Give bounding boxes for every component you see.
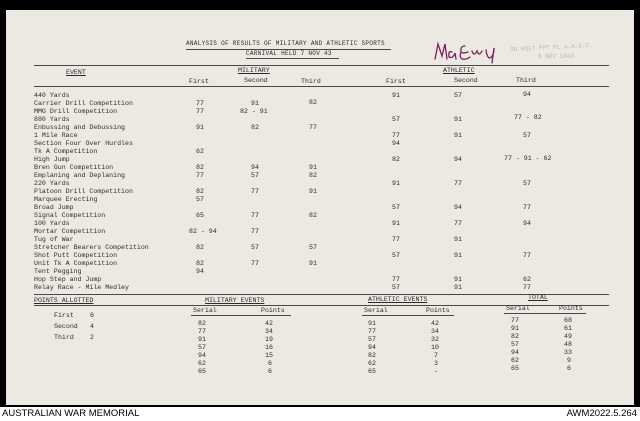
total-serial: 94 [511, 349, 519, 356]
military-first-value: 57 [196, 196, 204, 203]
header-top-rule [34, 65, 609, 66]
allotted-value: 2 [90, 334, 94, 341]
athletic-second-value: 91 [454, 116, 462, 123]
total-title: TOTAL [528, 294, 548, 301]
athletic-third-value: 77 - 91 - 62 [504, 155, 552, 162]
total-points: 49 [564, 333, 572, 340]
event-name: Signal Competition [34, 212, 106, 219]
athletic-points: 3 [434, 360, 438, 367]
event-name: Mortar Competition [34, 228, 106, 235]
event-name: 1 Mile Race [34, 132, 78, 139]
total-points-header: Points [559, 305, 583, 312]
document-title: ANALYSIS OF RESULTS OF MILITARY AND ATHLETIC SPORTS [186, 40, 385, 47]
military-second-value: 77 [251, 212, 259, 219]
military-serial: 77 [198, 328, 206, 335]
event-column-header: EVENT [66, 69, 86, 76]
military-first-header: First [189, 78, 209, 85]
military-points: 34 [265, 328, 273, 335]
athletic-first-header: First [386, 78, 406, 85]
athletic-first-value: 57 [392, 284, 400, 291]
military-second-value: 82 - 91 [240, 108, 268, 115]
military-first-value: 82 - 94 [189, 228, 217, 235]
athletic-points: 10 [431, 344, 439, 351]
event-name: Hop Step and Jump [34, 276, 102, 283]
military-third-value: 82 [309, 212, 317, 219]
event-name: Unit Tk A Competition [34, 260, 118, 267]
athletic-second-value: 57 [454, 92, 462, 99]
document-subtitle: CARNIVAL HELD 7 NOV 43 [246, 50, 332, 57]
event-name: Stretcher Bearers Competition [34, 244, 149, 251]
event-name: Marquee Erecting [34, 196, 98, 203]
military-serial: 82 [198, 320, 206, 327]
total-serial: 77 [511, 317, 519, 324]
event-name: High Jump [34, 156, 70, 163]
total-serial: 62 [511, 357, 519, 364]
military-points: 19 [265, 336, 273, 343]
military-points: 6 [268, 360, 272, 367]
total-serial: 57 [511, 341, 519, 348]
athletic-second-value: 91 [454, 236, 462, 243]
event-name: Tent Pegging [34, 268, 82, 275]
military-serial: 65 [198, 368, 206, 375]
athletic-third-value: 62 [523, 276, 531, 283]
athletic-first-value: 77 [392, 132, 400, 139]
military-first-value: 82 [196, 188, 204, 195]
total-points: 48 [564, 341, 572, 348]
athletic-serial: 82 [368, 352, 376, 359]
athletic-third-value: 57 [523, 132, 531, 139]
athletic-third-value: 77 - 82 [514, 114, 542, 121]
event-name: Carrier Drill Competition [34, 100, 133, 107]
event-name: 440 Yards [34, 92, 70, 99]
athletic-events-title: ATHLETIC EVENTS [368, 296, 428, 303]
athletic-column-header: ATHLETIC [443, 67, 475, 74]
military-points: 15 [265, 352, 273, 359]
document-page [6, 10, 634, 405]
total-points: 68 [564, 317, 572, 324]
athletic-third-value: 77 [523, 252, 531, 259]
athletic-second-value: 94 [454, 156, 462, 163]
military-third-value: 77 [309, 124, 317, 131]
athletic-third-value: 77 [523, 204, 531, 211]
athletic-serial-header: Serial [364, 307, 388, 314]
military-first-value: 94 [196, 268, 204, 275]
military-first-value: 77 [196, 172, 204, 179]
military-points: 16 [265, 344, 273, 351]
total-serial: 65 [511, 365, 519, 372]
military-first-value: 65 [196, 212, 204, 219]
military-second-value: 77 [251, 188, 259, 195]
athletic-serial: 57 [368, 336, 376, 343]
athletic-second-value: 91 [454, 276, 462, 283]
allotted-label: First [54, 312, 74, 319]
military-third-value: 57 [309, 244, 317, 251]
military-points-rule [191, 315, 291, 316]
athletic-first-value: 57 [392, 204, 400, 211]
military-points: 6 [268, 368, 272, 375]
military-events-title: MILITARY EVENTS [205, 297, 265, 304]
military-second-value: 94 [251, 164, 259, 171]
total-points: 61 [564, 325, 572, 332]
military-first-value: 82 [196, 244, 204, 251]
athletic-first-value: 91 [392, 220, 400, 227]
athletic-points-header: Points [426, 307, 450, 314]
event-name: 880 Yards [34, 116, 70, 123]
total-points: 6 [567, 365, 571, 372]
athletic-third-value: 77 [523, 284, 531, 291]
military-first-value: 62 [196, 148, 204, 155]
military-second-value: 91 [251, 100, 259, 107]
military-serial: 57 [198, 344, 206, 351]
athletic-third-header: Third [516, 77, 536, 84]
military-second-header: Second [244, 77, 268, 84]
athletic-third-value: 57 [523, 180, 531, 187]
event-name: 220 Yards [34, 180, 70, 187]
allotted-label: Third [54, 334, 74, 341]
event-name: Bren Gun Competition [34, 164, 114, 171]
footer-accession-number: AWM2022.5.264 [566, 408, 637, 419]
military-first-value: 82 [196, 164, 204, 171]
points-allotted-title: POINTS ALLOTTED [34, 297, 94, 304]
athletic-second-value: 77 [454, 180, 462, 187]
athletic-first-value: 91 [392, 92, 400, 99]
military-serial-header: Serial [193, 307, 217, 314]
military-serial: 62 [198, 360, 206, 367]
athletic-second-value: 91 [454, 252, 462, 259]
athletic-first-value: 57 [392, 252, 400, 259]
total-points-rule [504, 313, 586, 314]
date-stamp: 3D HQ1T FPT PL A.A.S.C. [509, 41, 593, 54]
total-points: 33 [564, 349, 572, 356]
points-top-rule [34, 294, 609, 295]
military-points-header: Points [261, 307, 285, 314]
athletic-serial: 94 [368, 344, 376, 351]
athletic-first-value: 77 [392, 276, 400, 283]
total-serial: 91 [511, 325, 519, 332]
event-name: Relay Race - Mile Medley [34, 284, 129, 291]
athletic-points: 34 [431, 328, 439, 335]
military-third-header: Third [301, 78, 321, 85]
military-third-value: 82 [309, 99, 317, 106]
military-first-value: 77 [196, 108, 204, 115]
allotted-value: 4 [90, 323, 94, 330]
total-points: 9 [567, 357, 571, 364]
event-name: Emplaning and Deplaning [34, 172, 126, 179]
military-third-value: 82 [309, 172, 317, 179]
athletic-serial: 65 [368, 368, 376, 375]
event-name: MMG Drill Competition [34, 108, 118, 115]
athletic-first-value: 82 [392, 156, 400, 163]
military-first-value: 82 [196, 260, 204, 267]
athletic-second-value: 94 [454, 204, 462, 211]
athletic-third-value: 94 [523, 91, 531, 98]
header-bottom-rule [34, 86, 609, 87]
military-first-value: 91 [196, 124, 204, 131]
total-serial-header: Serial [506, 305, 530, 312]
military-serial: 91 [198, 336, 206, 343]
event-name: 100 Yards [34, 220, 70, 227]
military-second-value: 77 [251, 260, 259, 267]
athletic-points-rule [362, 315, 454, 316]
athletic-second-value: 77 [454, 220, 462, 227]
athletic-serial: 91 [368, 320, 376, 327]
athletic-second-header: Second [454, 77, 478, 84]
athletic-first-value: 77 [392, 236, 400, 243]
athletic-first-value: 57 [392, 116, 400, 123]
allotted-value: 6 [90, 312, 94, 319]
athletic-serial: 77 [368, 328, 376, 335]
athletic-second-value: 91 [454, 132, 462, 139]
footer-institution: AUSTRALIAN WAR MEMORIAL [2, 408, 140, 419]
event-name: Tk A Competition [34, 148, 98, 155]
military-third-value: 91 [309, 164, 317, 171]
athletic-second-value: 91 [454, 284, 462, 291]
event-name: Section Four Over Hurdles [34, 140, 133, 147]
military-column-header: MILITARY [238, 67, 270, 74]
handwritten-signature [432, 38, 512, 64]
athletic-first-value: 94 [392, 140, 400, 147]
athletic-serial: 62 [368, 360, 376, 367]
allotted-label: Second [54, 323, 78, 330]
athletic-points: 42 [431, 320, 439, 327]
subtitle-underline [246, 58, 339, 59]
event-name: Tug of War [34, 236, 74, 243]
archive-footer [0, 407, 640, 421]
event-name: Broad Jump [34, 204, 74, 211]
date-stamp-date: 9 NOV 1943 [538, 53, 575, 60]
military-second-value: 82 [251, 124, 259, 131]
military-points: 42 [265, 320, 273, 327]
military-second-value: 57 [251, 244, 259, 251]
military-third-value: 91 [309, 260, 317, 267]
military-second-value: 57 [251, 172, 259, 179]
event-name: Enbussing and Debussing [34, 124, 126, 131]
athletic-first-value: 91 [392, 180, 400, 187]
athletic-points: - [434, 368, 438, 375]
athletic-points: 7 [434, 352, 438, 359]
military-third-value: 91 [309, 188, 317, 195]
total-serial: 82 [511, 333, 519, 340]
athletic-third-value: 94 [523, 220, 531, 227]
event-name: Platoon Drill Competition [34, 188, 133, 195]
military-second-value: 77 [251, 228, 259, 235]
event-name: Shot Putt Competition [34, 252, 118, 259]
military-serial: 94 [198, 352, 206, 359]
athletic-points: 32 [431, 336, 439, 343]
military-first-value: 77 [196, 100, 204, 107]
